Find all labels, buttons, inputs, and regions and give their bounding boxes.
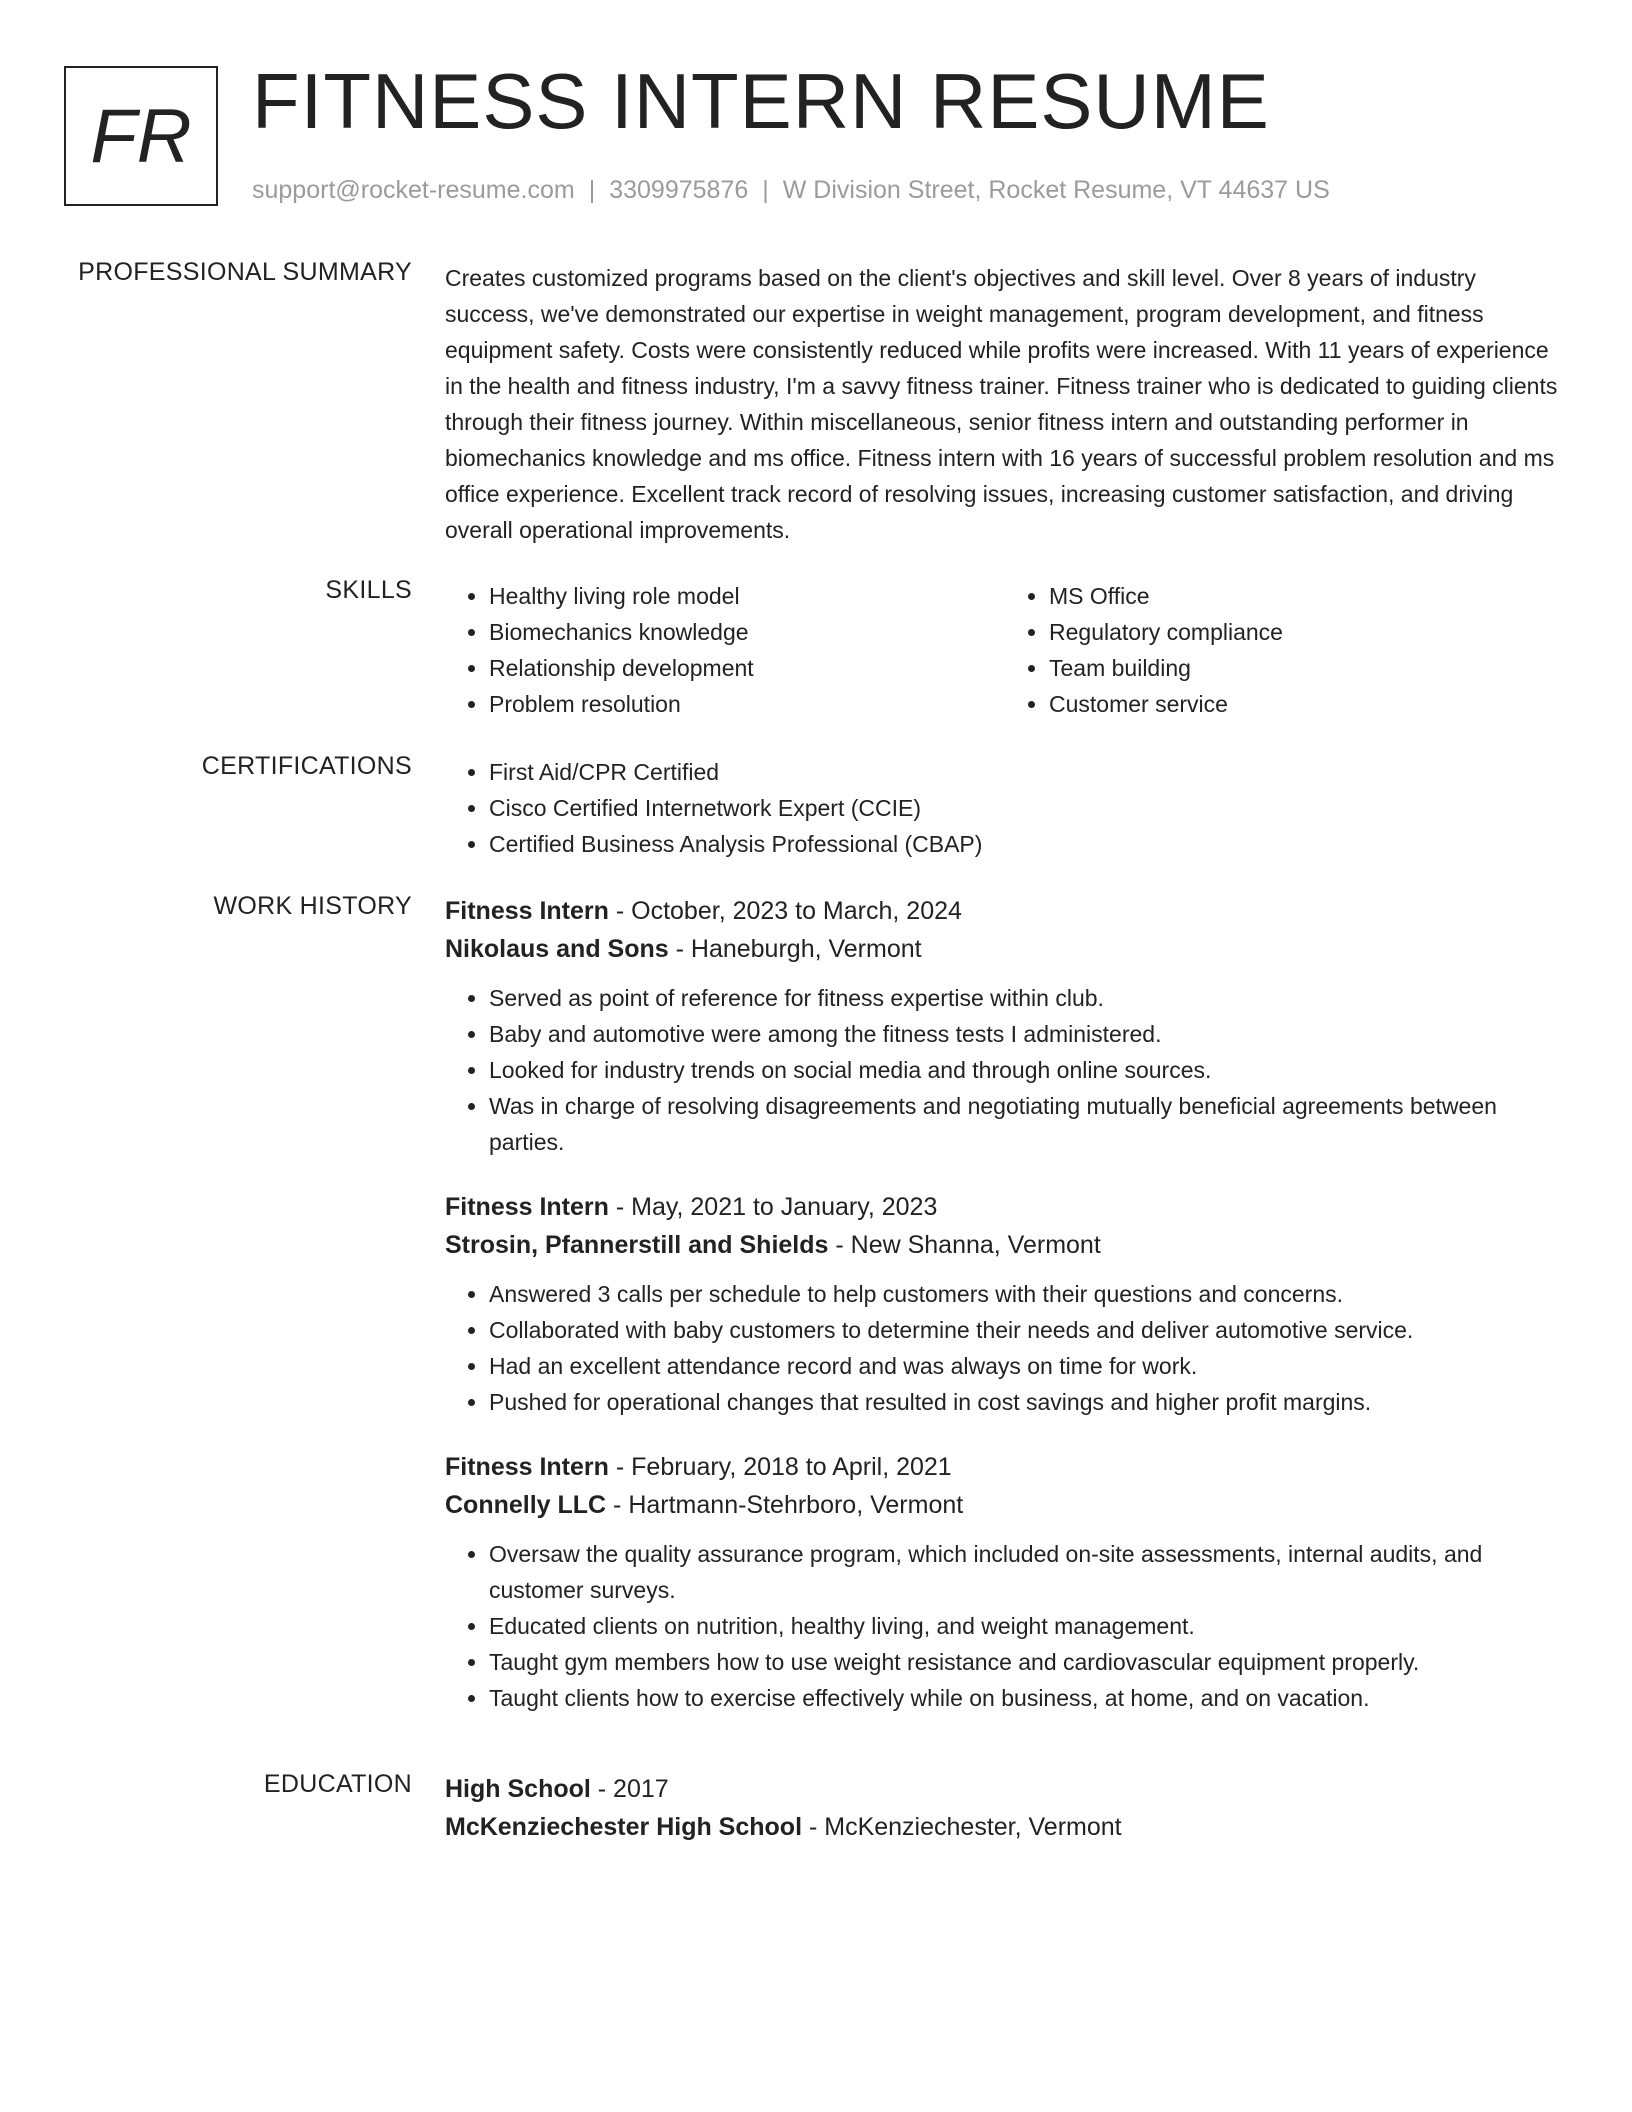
job-company-line [445, 930, 1565, 968]
skills-list-col1 [445, 578, 1005, 722]
job-location: - New Shanna, Vermont [828, 1231, 1101, 1259]
job-bullet: • Educated clients on nutrition, healthy living, and weight management. [489, 1608, 1565, 1644]
certifications-list [445, 754, 1565, 862]
job-dates: - May, 2021 to January, 2023 [608, 1193, 938, 1221]
section-title-certifications: CERTIFICATIONS [201, 752, 412, 780]
skill-item: • Problem resolution [489, 686, 1005, 722]
resume-header [252, 56, 1592, 205]
contact-address: W Division Street, Rocket Resume, VT 44637 US [782, 176, 1330, 204]
job-role: Fitness Intern [445, 897, 609, 925]
job-role: Fitness Intern [445, 1193, 609, 1221]
job-dates: - February, 2018 to April, 2021 [608, 1453, 952, 1481]
section-title-education: EDUCATION [263, 1770, 412, 1798]
job-company: Nikolaus and Sons [445, 935, 669, 963]
education-school: McKenziechester High School [445, 1813, 803, 1841]
skill-item: • Relationship development [489, 650, 1005, 686]
job-bullet: • Looked for industry trends on social media and through online sources. [489, 1052, 1565, 1088]
education-year: - 2017 [590, 1775, 669, 1803]
job-bullet: • Baby and automotive were among the fitness tests I administered. [489, 1016, 1565, 1052]
job-bullet: • Oversaw the quality assurance program, which included on-site assessments, internal audits, and customer surveys. [489, 1536, 1565, 1608]
skill-item: • Biomechanics knowledge [489, 614, 1005, 650]
skill-item: • Customer service [1049, 686, 1565, 722]
job-bullet: • Collaborated with baby customers to determine their needs and deliver automotive service. [489, 1312, 1565, 1348]
skill-item: • MS Office [1049, 578, 1565, 614]
contact-separator: | [762, 176, 769, 204]
certifications-body [445, 754, 1565, 862]
skill-item: • Healthy living role model [489, 578, 1005, 614]
job-entry [445, 1188, 1565, 1420]
summary-text: Creates customized programs based on the client's objectives and skill level. Over 8 years of industry success, we've demonstrated our expertise in weight management, program development, and fitness equipment safety. Costs were consistently reduced while profits were increased. With 11 years of experience in the health and fitness industry, I'm a savvy fitness trainer. Fitness trainer who is dedicated to guiding clients through their fitness journey. Within miscellaneous, senior fitness intern and outstanding performer in biomechanics knowledge and ms office. Fitness intern with 16 years of successful problem resolution and ms office experience. Excellent track record of resolving issues, increasing customer satisfaction, and driving overall operational improvements. [445, 265, 1558, 543]
job-company-line [445, 1486, 1565, 1524]
monogram-text: FR [90, 93, 192, 179]
contact-phone: 3309975876 [609, 176, 749, 204]
skill-item: • Team building [1049, 650, 1565, 686]
certification-item: • Cisco Certified Internetwork Expert (CCIE) [489, 790, 1565, 826]
job-entry [445, 1448, 1565, 1716]
job-company-line [445, 1226, 1565, 1264]
job-bullet: • Taught gym members how to use weight resistance and cardiovascular equipment properly. [489, 1644, 1565, 1680]
job-bullets [445, 980, 1565, 1160]
contact-separator: | [588, 176, 596, 204]
job-bullet: • Answered 3 calls per schedule to help customers with their questions and concerns. [489, 1276, 1565, 1312]
job-bullet: • Had an excellent attendance record and was always on time for work. [489, 1348, 1565, 1384]
job-bullet: • Served as point of reference for fitness expertise within club. [489, 980, 1565, 1016]
education-location: - McKenziechester, Vermont [802, 1813, 1122, 1841]
education-degree: High School [445, 1775, 591, 1803]
job-dates: - October, 2023 to March, 2024 [608, 897, 962, 925]
contact-email: support@rocket-resume.com [252, 176, 575, 204]
section-title-work-history: WORK HISTORY [213, 892, 412, 920]
certification-item: • First Aid/CPR Certified [489, 754, 1565, 790]
education-body [445, 1770, 1565, 1858]
education-school-line [445, 1808, 1565, 1846]
section-title-summary: PROFESSIONAL SUMMARY [78, 258, 412, 286]
skills-columns [445, 578, 1565, 722]
work-history-body [445, 892, 1565, 1716]
job-title-line [445, 1448, 1565, 1486]
contact-line [252, 176, 1592, 205]
job-bullets [445, 1536, 1565, 1716]
job-entry [445, 892, 1565, 1160]
job-role: Fitness Intern [445, 1453, 609, 1481]
section-title-skills: SKILLS [325, 576, 412, 604]
job-company: Strosin, Pfannerstill and Shields [445, 1231, 829, 1259]
skills-list-col2 [1005, 578, 1565, 722]
job-company: Connelly LLC [445, 1491, 607, 1519]
education-degree-line [445, 1770, 1565, 1808]
job-bullet: • Was in charge of resolving disagreements and negotiating mutually beneficial agreements between parties. [489, 1088, 1565, 1160]
job-title-line [445, 892, 1565, 930]
certification-item: • Certified Business Analysis Professional (CBAP) [489, 826, 1565, 862]
resume-title: FITNESS INTERN RESUME [252, 57, 1270, 145]
skill-item: • Regulatory compliance [1049, 614, 1565, 650]
job-bullets [445, 1276, 1565, 1420]
monogram-logo [64, 66, 218, 206]
job-bullet: • Taught clients how to exercise effectively while on business, at home, and on vacation. [489, 1680, 1565, 1716]
job-bullet: • Pushed for operational changes that resulted in cost savings and higher profit margins. [489, 1384, 1565, 1420]
job-title-line [445, 1188, 1565, 1226]
job-location: - Hartmann-Stehrboro, Vermont [606, 1491, 964, 1519]
job-location: - Haneburgh, Vermont [668, 935, 922, 963]
